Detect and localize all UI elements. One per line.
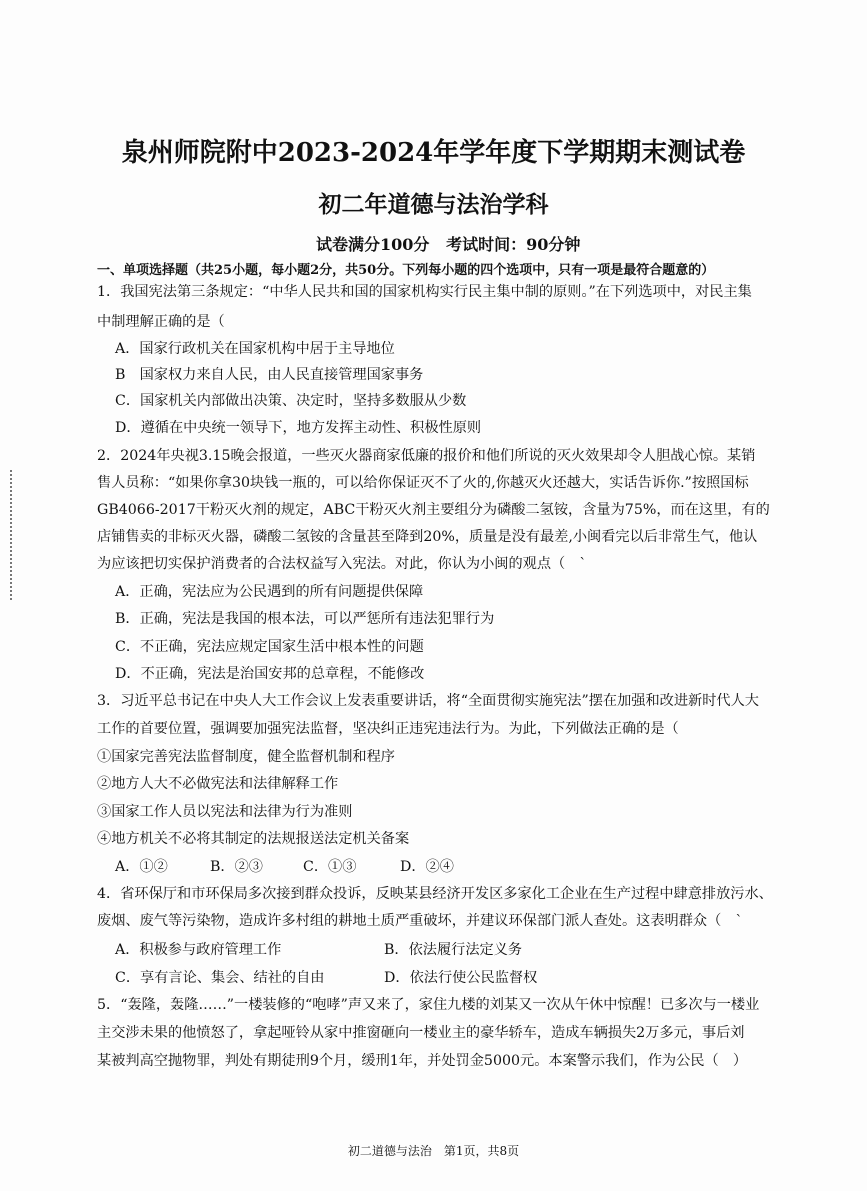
q5-stem-line-3: 某被判高空抛物罪，判处有期徒刑9个月，缓刑1年，并处罚金5000元。本案警示我们，作为公民（ ） [97,1053,748,1069]
q2-option-c: C．不正确，宪法应规定国家生活中根本性的问题 [115,639,424,655]
q4-option-c: C．享有言论、集会、结社的自由 [115,970,325,986]
q3-item-1: ①国家完善宪法监督制度，健全监督机制和程序 [97,749,395,765]
q3-item-3: ③国家工作人员以宪法和法律为行为准则 [97,804,353,820]
q5-stem-line-2: 主交涉未果的他愤怒了，拿起哑铃从家中推窗砸向一楼业主的豪华轿车，造成车辆损失2万多元，事后刘 [97,1025,745,1041]
exam-title: 泉州师院附中2023-2024年学年度下学期期末测试卷 [121,138,746,168]
q4-option-d: D．依法行使公民监督权 [384,970,538,986]
q4-stem-line-2: 废烟、废气等污染物，造成许多村组的耕地土质严重破坏，并建议环保部门派人查处。这表明群众（ ` [97,913,743,929]
q2-stem-line-5: 为应该把切实保护消费者的合法权益写入宪法。对此，你认为小闽的观点（ ` [97,556,587,572]
q1-stem-line-1: 1．我国宪法第三条规定：“中华人民共和国的国家机构实行民主集中制的原则。”在下列选项中，对民主集 [97,284,752,300]
q1-option-a: A．国家行政机关在国家机构中居于主导地位 [115,341,395,357]
q4-option-b: B．依法履行法定义务 [384,942,523,958]
q3-item-2: ②地方人大不必做宪法和法律解释工作 [97,776,339,792]
q1-option-b: B 国家权力来自人民，由人民直接管理国家事务 [115,367,424,383]
q5-stem-line-1: 5．“轰隆，轰隆……”一楼装修的“咆哮”声又来了，家住九楼的刘某又一次从午休中惊醒！已多次与一楼业 [97,997,760,1013]
q1-stem-line-2: 中制理解正确的是（ [97,314,225,330]
q3-option-d: D．②④ [400,859,454,875]
q3-item-4: ④地方机关不必将其制定的法规报送法定机关备案 [97,831,410,847]
exam-subtitle: 初二年道德与法治学科 [318,191,549,218]
binding-margin-dots [10,470,16,600]
q1-option-c: C．国家机关内部做出决策、决定时，坚持多数服从少数 [115,393,467,409]
q2-stem-line-2: 售人员称：“如果你拿30块钱一瓶的，可以给你保证灭不了火的,你越灭火还越大，实话告诉你.”按照国标 [97,475,749,491]
q3-stem-line-2: 工作的首要位置，强调要加强宪法监督，坚决纠正违宪违法行为。为此，下列做法正确的是（ [97,721,679,737]
q2-option-a: A．正确，宪法应为公民遇到的所有问题提供保障 [115,584,424,600]
q4-option-a: A．积极参与政府管理工作 [115,942,282,958]
q3-option-a: A．①② [115,859,168,875]
section-heading: 一、单项选择题（共25小题，每小题2分，共50分。下列每小题的四个选项中，只有一项是最符合题意的） [97,263,715,278]
q2-stem-line-1: 2．2024年央视3.15晚会报道，一些灭火器商家低廉的报价和他们所说的灭火效果却令人胆战心惊。某销 [97,448,756,464]
q3-option-b: B．②③ [210,859,263,875]
q1-option-d: D．遵循在中央统一领导下，地方发挥主动性、积极性原则 [115,420,482,436]
exam-meta: 试卷满分100分 考试时间：90分钟 [316,235,581,254]
page-footer: 初二道德与法治 第1页，共8页 [347,1144,520,1158]
q2-option-b: B．正确，宪法是我国的根本法，可以严惩所有违法犯罪行为 [115,611,495,627]
q2-stem-line-3: GB4066-2017干粉灭火剂的规定，ABC干粉灭火剂主要组分为磷酸二氢铵，含量为75%，而在这里，有的 [97,502,770,518]
q3-stem-line-1: 3．习近平总书记在中央人大工作会议上发表重要讲话，将“全面贯彻实施宪法”摆在加强和改进新时代人大 [97,693,759,709]
q2-option-d: D．不正确，宪法是治国安邦的总章程，不能修改 [115,666,425,682]
q2-stem-line-4: 店铺售卖的非标灭火器，磷酸二氢铵的含量甚至降到20%，质量是没有最差,小闽看完以后非常生气，他认 [97,529,758,545]
q4-stem-line-1: 4．省环保厅和市环保局多次接到群众投诉，反映某县经济开发区多家化工企业在生产过程中肆意排放污水、 [97,886,773,902]
q3-option-c: C．①③ [303,859,357,875]
